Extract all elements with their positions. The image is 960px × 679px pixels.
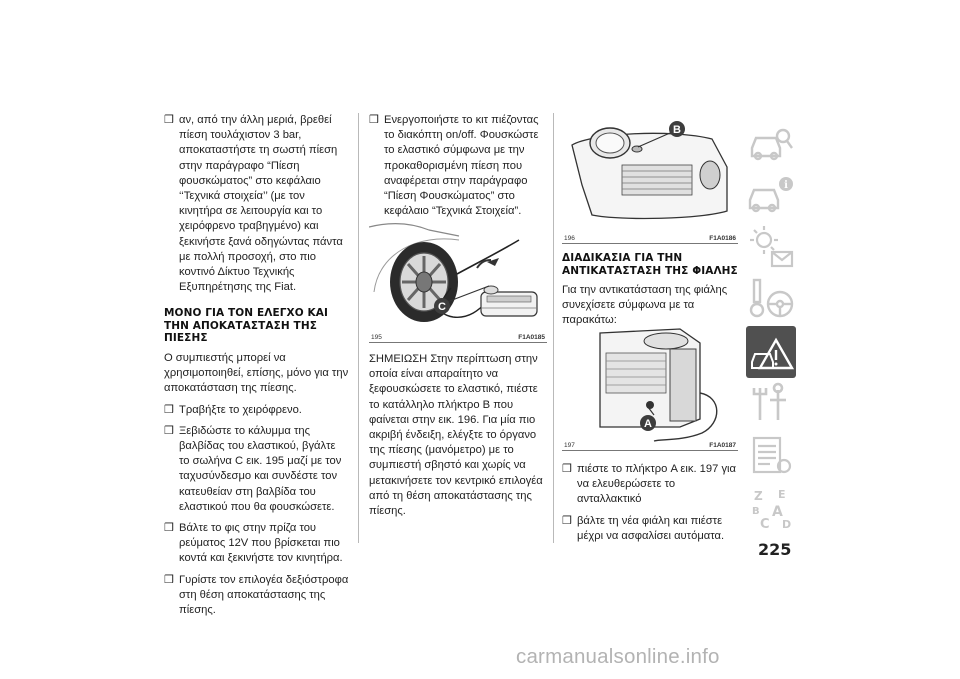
bullet-text: βάλτε τη νέα φιάλη και πιέστε μέχρι να ασφαλίσει αυτόματα.	[577, 514, 725, 542]
bullet-text: Τραβήξτε το χειρόφρενο.	[179, 403, 302, 416]
figure-caption	[562, 440, 738, 451]
bullet-text: Ξεβιδώστε το κάλυμμα της βαλβίδας του ελαστικού, βγάλτε το σωλήνα C εικ. 195 μαζί με τον ταχυσύνδεσμο και συνδέστε τον κατευθείαν στη βαλβίδα του ελαστικού που θα φουσκώσετε.	[179, 424, 342, 513]
watermark: carmanualsonline.info	[516, 645, 720, 668]
maintenance-tools-icon	[754, 384, 786, 420]
tab-emergency[interactable]	[746, 326, 796, 378]
bullet-item	[164, 424, 349, 515]
compressor-side-illustration	[562, 323, 738, 450]
bullet-item	[164, 403, 349, 418]
index-letter: D	[782, 518, 792, 531]
section-heading: ΔΙΑΔΙΚΑΣΙΑ ΓΙΑ ΤΗΝ ΑΝΤΙΚΑΤΑΣΤΑΣΗ ΤΗΣ ΦΙΑΛΗΣ	[562, 252, 738, 277]
bullet-item	[562, 514, 740, 544]
checkbox-bullet-icon: ❒	[164, 114, 175, 126]
warning-lights-icon	[750, 226, 792, 266]
figure-number: 196	[564, 235, 575, 242]
svg-text:i: i	[784, 180, 788, 191]
index-letter: Z	[754, 489, 763, 503]
bullet-item	[164, 113, 349, 295]
tab-index[interactable]	[746, 482, 796, 534]
tab-car-info[interactable]	[746, 170, 796, 222]
bullet-text: αν, από την άλλη μεριά, βρεθεί πίεση τουλάχιστον 3 bar, αποκαταστήστε τη σωστή πίεση στην παράγραφο “Πίεση φουσκώματος” στο κεφάλαιο ‘‘Τεχνικά στοιχεία’’ (με τον κινητήρα σε λειτουργία και το χειρόφρενο τραβηγμένο) και ξεκινήστε ξανά οδηγώντας πάντα με πολλή προσοχή, στο πιο κοντινό Δίκτυο Τεχνικής Εξυπηρέτησης της Fiat.	[179, 114, 343, 294]
checkbox-bullet-icon: ❒	[562, 463, 573, 475]
technical-data-icon	[754, 438, 790, 472]
bullet-text: Ενεργοποιήστε το κιτ πιέζοντας το διακόπτη on/off. Φουσκώστε το ελαστικό σύμφωνα με την προκαθορισμένη πίεση που αναφέρεται στην παράγραφο “Πίεση Φουσκώματος” στο κεφάλαιο “Τεχνικά Στοιχεία”.	[384, 114, 539, 218]
checkbox-bullet-icon: ❒	[562, 514, 573, 527]
column-divider	[358, 113, 359, 543]
figure-code: F1A0186	[709, 235, 736, 242]
paragraph: Για την αντικατάσταση της φιάλης συνεχίσετε σύμφωνα με τα παρακάτω:	[562, 284, 728, 327]
tab-car-search[interactable]	[746, 118, 796, 170]
bullet-item	[164, 521, 349, 567]
checkbox-bullet-icon: ❒	[369, 114, 380, 126]
bullet-text: Βάλτε το φις στην πρίζα του ρεύματος 12V που βρίσκεται πιο κοντά και ξεκινήστε τον κινητήρα.	[179, 521, 343, 565]
index-letters-icon	[752, 488, 791, 532]
note-paragraph: ΣΗΜΕΙΩΣΗ Στην περίπτωση στην οποία είναι απαραίτητο να ξεφουσκώσετε το ελαστικό, πιέστε το κατάλληλο πλήκτρο B που φαίνεται στην εικ. 196. Για μία πιο ακριβή ένδειξη, ελέγξτε το όργανο της πίεσης (μανόμετρο) με το συμπιεστή σβηστό και χωρίς να μετακινήσετε τον κεντρικό επιλογέα από τη θέση αποκατάστασης της πίεσης.	[369, 353, 543, 518]
checkbox-bullet-icon: ❒	[164, 403, 175, 416]
checkbox-bullet-icon: ❒	[164, 521, 175, 534]
bullet-item	[562, 462, 740, 508]
column-2	[369, 113, 547, 225]
figure-label-a: A	[644, 418, 652, 430]
column-2-note	[369, 352, 551, 525]
figure-196	[562, 115, 738, 244]
section-heading: ΜΟΝΟ ΓΙΑ ΤΟΝ ΕΛΕΓΧΟ ΚΑΙ ΤΗΝ ΑΠΟΚΑΤΑΣΤΑΣΗ ΤΗΣ ΠΙΕΣΗΣ	[164, 307, 328, 345]
index-letter: C	[760, 517, 770, 532]
checkbox-bullet-icon: ❒	[164, 573, 175, 586]
bullet-text: πιέστε το πλήκτρο A εικ. 197 για να ελευθερώσετε το ανταλλακτικό	[577, 463, 737, 506]
tab-technical-data[interactable]	[746, 430, 796, 482]
figure-code: F1A0185	[518, 334, 545, 341]
bullet-item	[164, 573, 349, 619]
index-letter: A	[772, 504, 783, 520]
index-letter: E	[778, 488, 786, 501]
figure-number: 195	[371, 334, 382, 341]
tab-key-steering[interactable]	[746, 274, 796, 326]
figure-195	[369, 222, 547, 343]
figure-label-c: C	[438, 301, 446, 313]
column-3-bullets	[562, 462, 740, 550]
paragraph: Ο συμπιεστής μπορεί να χρησιμοποιηθεί, επίσης, μόνο για την αποκατάσταση της πίεσης.	[164, 351, 349, 395]
tyre-compressor-illustration	[369, 222, 547, 342]
bullet-item	[369, 113, 547, 219]
figure-code: F1A0187	[709, 442, 736, 449]
index-letter: B	[752, 506, 760, 517]
compressor-top-illustration	[562, 115, 738, 243]
tab-maintenance[interactable]	[746, 378, 796, 430]
checkbox-bullet-icon: ❒	[164, 424, 175, 437]
figure-label-b: B	[673, 124, 681, 136]
figure-caption	[369, 332, 547, 343]
column-3-text	[562, 250, 740, 335]
key-steering-icon	[751, 280, 792, 316]
column-1	[164, 113, 349, 624]
page-number: 225	[758, 540, 792, 559]
bullet-text: Γυρίστε τον επιλογέα δεξιόστροφα στη θέση αποκατάστασης της πίεσης.	[179, 573, 349, 616]
car-search-icon	[752, 130, 792, 159]
figure-197	[562, 323, 738, 451]
figure-caption	[562, 233, 738, 244]
car-info-icon	[750, 190, 778, 211]
tab-warning-lights[interactable]	[746, 222, 796, 274]
figure-number: 197	[564, 442, 575, 449]
column-divider	[553, 113, 554, 543]
